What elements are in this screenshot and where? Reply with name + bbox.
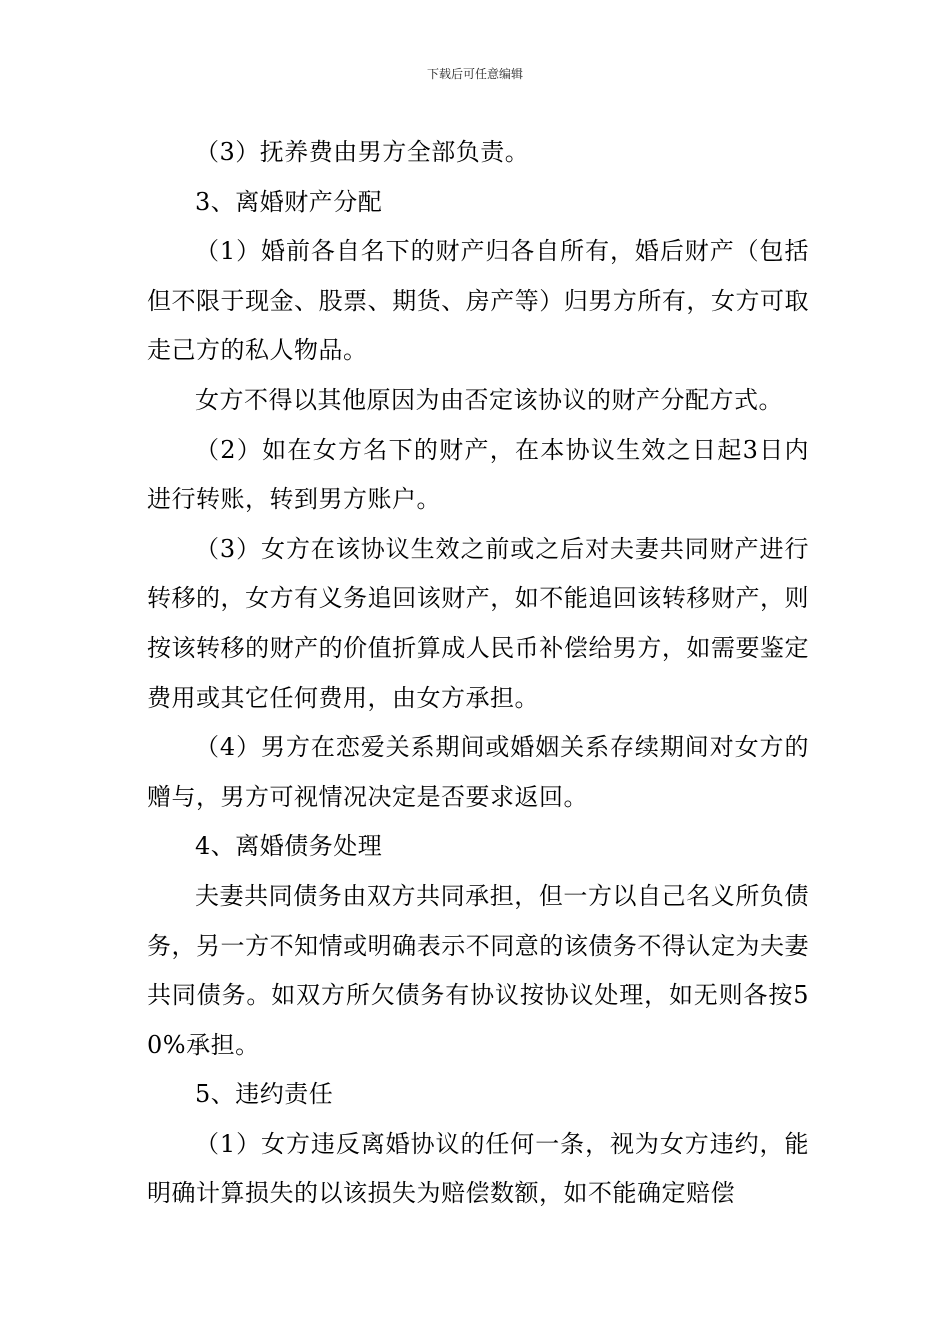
paragraph-support-fee: （3）抚养费由男方全部负责。 xyxy=(195,138,530,166)
paragraph-property-3: （3）女方在该协议生效之前或之后对夫妻共同财产进行转移的，女方有义务追回该财产，如不能追回该转移财产，则按该转移的财产的价值折算成人民币补偿给男方，如需要鉴定费用或其它任何费用，由女方承担。 xyxy=(147,534,809,712)
paragraph-property-1: （1）婚前各自名下的财产归各自所有，婚后财产（包括但不限于现金、股票、期货、房产等）归男方所有，女方可取走己方的私人物品。 xyxy=(147,237,809,365)
heading-property-division: 3、离婚财产分配 xyxy=(195,187,383,216)
document-body xyxy=(147,128,809,1219)
paragraph-property-note: 女方不得以其他原因为由否定该协议的财产分配方式。 xyxy=(195,385,783,414)
heading-debt-handling: 4、离婚债务处理 xyxy=(195,832,383,861)
paragraph-breach-1: （1）女方违反离婚协议的任何一条，视为女方违约，能明确计算损失的以该损失为赔偿数额，如不能确定赔偿 xyxy=(147,1129,809,1208)
paragraph-property-4: （4）男方在恋爱关系期间或婚姻关系存续期间对女方的赠与，男方可视情况决定是否要求返回。 xyxy=(147,733,809,811)
page-header: 下载后可任意编辑 xyxy=(426,67,523,81)
heading-breach-liability: 5、违约责任 xyxy=(195,1080,334,1109)
paragraph-debt: 夫妻共同债务由双方共同承担，但一方以自己名义所负债务，另一方不知情或明确表示不同意的该债务不得认定为夫妻共同债务。如双方所欠债务有协议按协议处理，如无则各按50%承担。 xyxy=(147,881,809,1059)
paragraph-property-2: （2）如在女方名下的财产，在本协议生效之日起3日内进行转账，转到男方账户。 xyxy=(147,435,809,514)
